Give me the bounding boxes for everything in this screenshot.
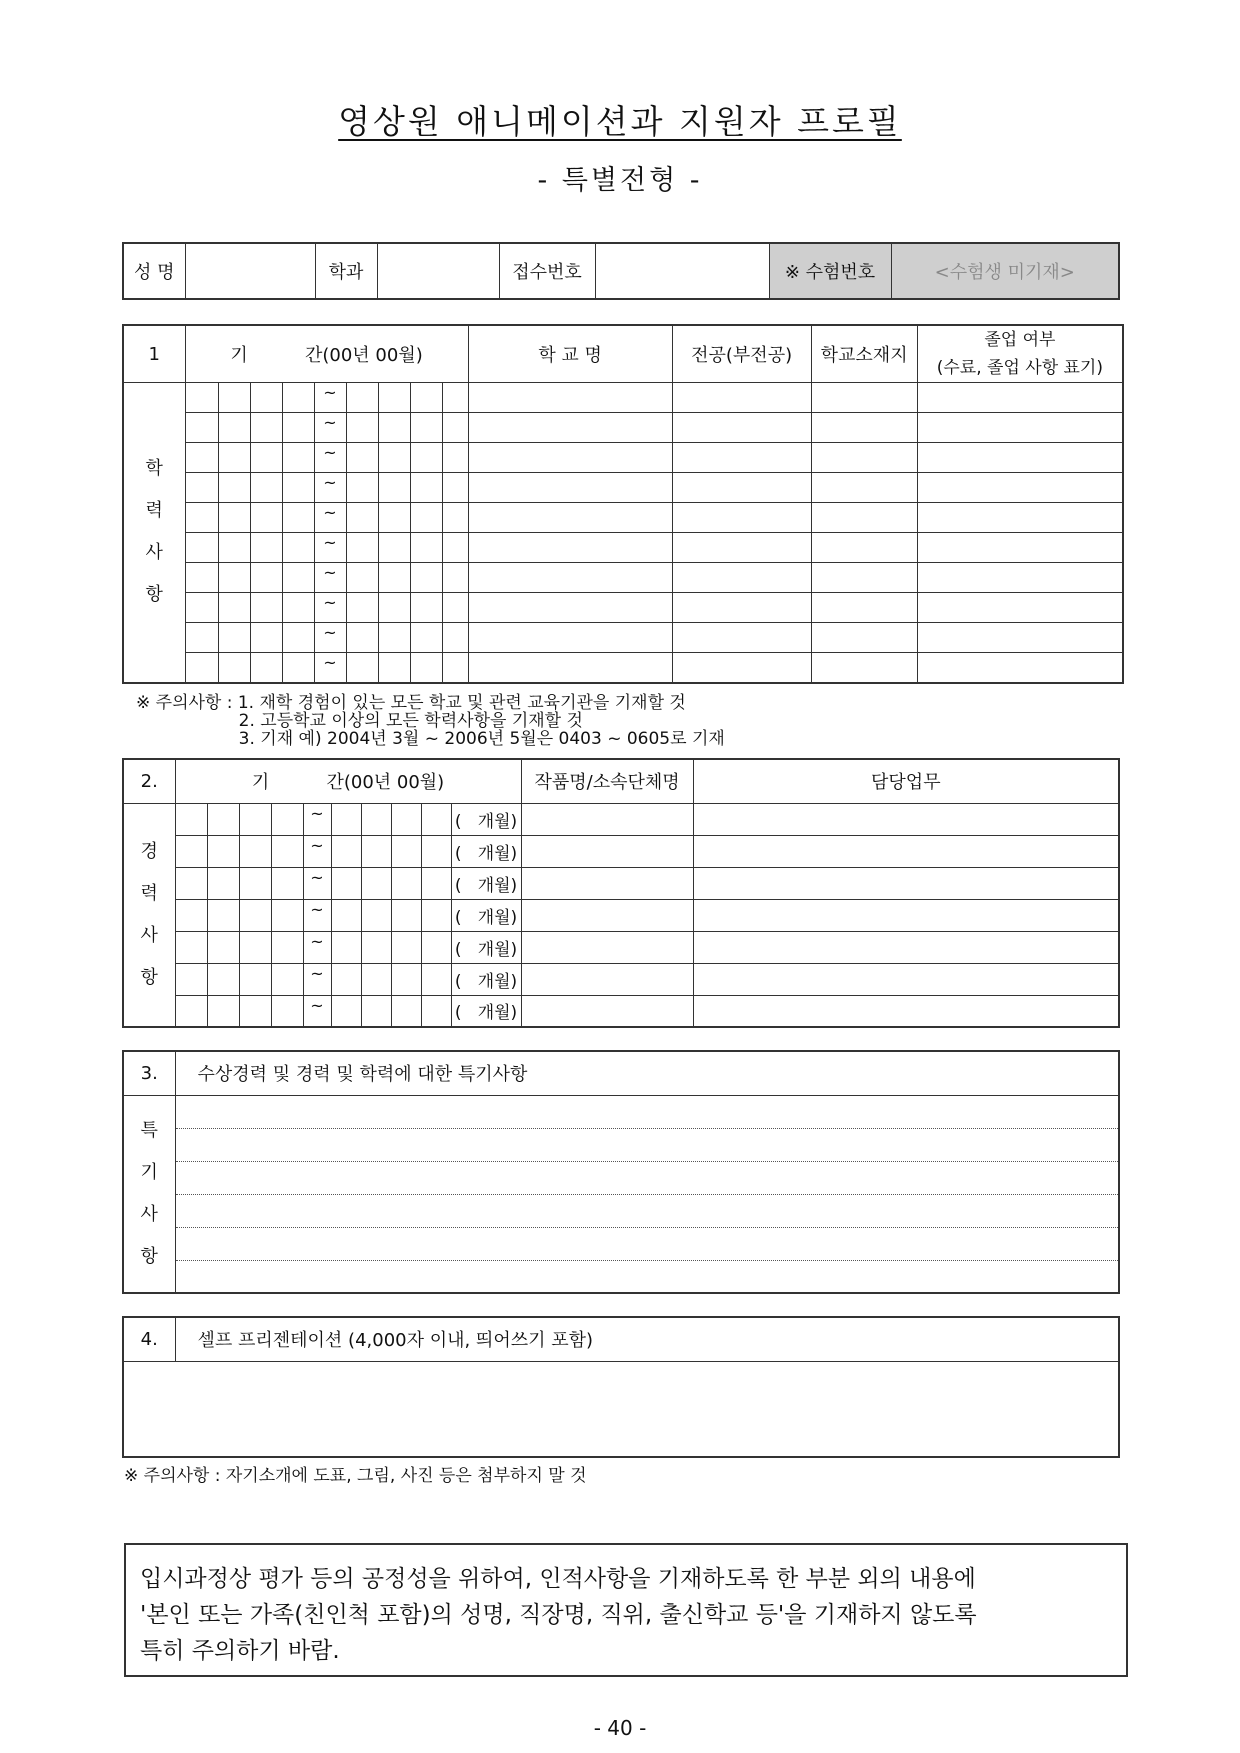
end-date-digit[interactable] — [378, 503, 410, 533]
applicant-info-table — [122, 242, 1120, 300]
start-date-digit[interactable] — [239, 963, 271, 995]
work-header: 작품명/소속단체명 — [521, 759, 693, 803]
start-date-digit[interactable] — [175, 931, 207, 963]
end-date-digit[interactable] — [421, 803, 451, 835]
end-date-digit[interactable] — [391, 867, 421, 899]
end-date-digit[interactable] — [442, 563, 468, 593]
end-date-digit[interactable] — [331, 995, 361, 1027]
end-date-digit[interactable] — [346, 383, 378, 413]
months-cell[interactable]: ( 개월) — [451, 867, 521, 899]
section-label-char: 항 — [140, 1245, 158, 1267]
start-date-digit[interactable] — [175, 867, 207, 899]
start-date-digit[interactable] — [271, 963, 303, 995]
section-label-char: 사 — [140, 924, 158, 946]
special-line-field[interactable] — [175, 1227, 1119, 1260]
duty-cell[interactable] — [693, 995, 1119, 1027]
end-date-digit[interactable] — [378, 563, 410, 593]
end-date-digit[interactable] — [378, 413, 410, 443]
location-cell[interactable] — [811, 563, 917, 593]
period-tilde: ~ — [303, 867, 331, 899]
end-date-digit[interactable] — [421, 963, 451, 995]
start-date-digit[interactable] — [282, 473, 314, 503]
months-cell[interactable]: ( 개월) — [451, 899, 521, 931]
start-date-digit[interactable] — [271, 803, 303, 835]
months-cell[interactable]: ( 개월) — [451, 963, 521, 995]
end-date-digit[interactable] — [410, 623, 442, 653]
end-date-digit[interactable] — [442, 473, 468, 503]
start-date-digit[interactable] — [239, 899, 271, 931]
start-date-digit[interactable] — [185, 473, 218, 503]
period-tilde: ~ — [314, 623, 346, 653]
start-date-digit[interactable] — [218, 473, 250, 503]
period-tilde: ~ — [314, 563, 346, 593]
graduation-header-line2: (수료, 졸업 사항 표기) — [936, 358, 1103, 378]
career-row — [123, 803, 1119, 835]
start-date-digit[interactable] — [207, 899, 239, 931]
school-name-cell[interactable] — [468, 623, 672, 653]
end-date-digit[interactable] — [378, 623, 410, 653]
graduation-cell[interactable] — [917, 503, 1123, 533]
start-date-digit[interactable] — [218, 383, 250, 413]
period-tilde: ~ — [303, 995, 331, 1027]
presentation-num: 4. — [123, 1317, 175, 1361]
start-date-digit[interactable] — [218, 593, 250, 623]
months-cell[interactable]: ( 개월) — [451, 931, 521, 963]
career-row — [123, 995, 1119, 1027]
special-num: 3. — [123, 1051, 175, 1095]
name-label: 성 명 — [123, 243, 185, 299]
graduation-cell[interactable] — [917, 413, 1123, 443]
end-date-digit[interactable] — [410, 503, 442, 533]
section-label-char: 경 — [140, 840, 158, 862]
start-date-digit[interactable] — [282, 623, 314, 653]
major-header: 전공(부전공) — [672, 325, 811, 383]
end-date-digit[interactable] — [391, 899, 421, 931]
notice-box — [124, 1543, 1128, 1677]
start-date-digit[interactable] — [218, 653, 250, 683]
end-date-digit[interactable] — [391, 803, 421, 835]
start-date-digit[interactable] — [207, 835, 239, 867]
end-date-digit[interactable] — [361, 931, 391, 963]
end-date-digit[interactable] — [378, 383, 410, 413]
special-row — [123, 1095, 1119, 1128]
start-date-digit[interactable] — [250, 443, 282, 473]
school-name-cell[interactable] — [468, 563, 672, 593]
duty-cell[interactable] — [693, 867, 1119, 899]
start-date-digit[interactable] — [239, 867, 271, 899]
career-period-header: 기 간(00년 00월) — [175, 759, 521, 803]
start-date-digit[interactable] — [175, 835, 207, 867]
end-date-digit[interactable] — [421, 899, 451, 931]
start-date-digit[interactable] — [185, 383, 218, 413]
section-label-char: 항 — [140, 966, 158, 988]
school-name-cell[interactable] — [468, 653, 672, 683]
graduation-cell[interactable] — [917, 563, 1123, 593]
education-row — [123, 593, 1123, 623]
start-date-digit[interactable] — [207, 931, 239, 963]
end-date-digit[interactable] — [378, 653, 410, 683]
start-date-digit[interactable] — [175, 963, 207, 995]
period-tilde: ~ — [314, 413, 346, 443]
end-date-digit[interactable] — [410, 413, 442, 443]
end-date-digit[interactable] — [442, 593, 468, 623]
end-date-digit[interactable] — [346, 593, 378, 623]
school-name-cell[interactable] — [468, 593, 672, 623]
start-date-digit[interactable] — [271, 899, 303, 931]
end-date-digit[interactable] — [391, 995, 421, 1027]
special-line-field[interactable] — [175, 1128, 1119, 1161]
start-date-digit[interactable] — [175, 995, 207, 1027]
major-cell[interactable] — [672, 473, 811, 503]
presentation-field[interactable] — [123, 1361, 1119, 1457]
period-tilde: ~ — [314, 653, 346, 683]
start-date-digit[interactable] — [218, 443, 250, 473]
end-date-digit[interactable] — [331, 803, 361, 835]
start-date-digit[interactable] — [271, 995, 303, 1027]
end-date-digit[interactable] — [361, 803, 391, 835]
period-tilde: ~ — [303, 899, 331, 931]
section-label-char: 력 — [145, 500, 163, 522]
career-num: 2. — [123, 759, 175, 803]
education-row — [123, 653, 1123, 683]
period-tilde: ~ — [303, 803, 331, 835]
education-notes: ※ 주의사항 : 1. 재학 경험이 있는 모든 학교 및 관련 교육기관을 기재할 것 2. 고등학교 이상의 모든 학력사항을 기재할 것 3. 기재 예) 2004년 3월 ~ 2006년 5월은 0403 ~ 0605로 기재 — [136, 693, 725, 749]
start-date-digit[interactable] — [185, 533, 218, 563]
end-date-digit[interactable] — [331, 931, 361, 963]
months-cell[interactable]: ( 개월) — [451, 803, 521, 835]
section-label-char: 특 — [140, 1119, 158, 1141]
major-cell[interactable] — [672, 563, 811, 593]
start-date-digit[interactable] — [271, 835, 303, 867]
duty-cell[interactable] — [693, 963, 1119, 995]
duty-cell[interactable] — [693, 899, 1119, 931]
education-row — [123, 383, 1123, 413]
start-date-digit[interactable] — [282, 653, 314, 683]
graduation-cell[interactable] — [917, 593, 1123, 623]
major-cell[interactable] — [672, 653, 811, 683]
period-tilde: ~ — [303, 835, 331, 867]
duty-cell[interactable] — [693, 835, 1119, 867]
end-date-digit[interactable] — [378, 593, 410, 623]
end-date-digit[interactable] — [442, 533, 468, 563]
start-date-digit[interactable] — [185, 653, 218, 683]
section-label-char: 기 — [140, 1161, 158, 1183]
work-cell[interactable] — [521, 995, 693, 1027]
start-date-digit[interactable] — [250, 623, 282, 653]
section-label-char: 사 — [145, 542, 163, 564]
receipt-label: 접수번호 — [499, 243, 595, 299]
end-date-digit[interactable] — [331, 899, 361, 931]
duty-cell[interactable] — [693, 803, 1119, 835]
location-cell[interactable] — [811, 383, 917, 413]
end-date-digit[interactable] — [410, 473, 442, 503]
location-cell[interactable] — [811, 653, 917, 683]
start-date-digit[interactable] — [207, 963, 239, 995]
end-date-digit[interactable] — [346, 653, 378, 683]
section-label-char: 항 — [145, 584, 163, 606]
period-tilde: ~ — [314, 473, 346, 503]
start-date-digit[interactable] — [250, 383, 282, 413]
end-date-digit[interactable] — [410, 383, 442, 413]
end-date-digit[interactable] — [378, 443, 410, 473]
start-date-digit[interactable] — [282, 503, 314, 533]
section-label-char: 사 — [140, 1203, 158, 1225]
graduation-cell[interactable] — [917, 383, 1123, 413]
duty-header: 담당업무 — [693, 759, 1119, 803]
presentation-header: 셀프 프리젠테이션 (4,000자 이내, 띄어쓰기 포함) — [175, 1317, 1119, 1361]
end-date-digit[interactable] — [346, 473, 378, 503]
education-table — [122, 324, 1124, 684]
graduation-cell[interactable] — [917, 473, 1123, 503]
end-date-digit[interactable] — [421, 867, 451, 899]
end-date-digit[interactable] — [378, 533, 410, 563]
end-date-digit[interactable] — [331, 835, 361, 867]
school-name-cell[interactable] — [468, 533, 672, 563]
special-header: 수상경력 및 경력 및 학력에 대한 특기사항 — [175, 1051, 1119, 1095]
graduation-cell[interactable] — [917, 533, 1123, 563]
education-row — [123, 503, 1123, 533]
location-cell[interactable] — [811, 413, 917, 443]
location-cell[interactable] — [811, 443, 917, 473]
page-number: - 40 - — [593, 1716, 647, 1740]
presentation-table — [122, 1316, 1120, 1458]
start-date-digit[interactable] — [207, 867, 239, 899]
major-cell[interactable] — [672, 533, 811, 563]
school-name-cell[interactable] — [468, 413, 672, 443]
start-date-digit[interactable] — [271, 931, 303, 963]
special-line-field[interactable] — [175, 1260, 1119, 1293]
start-date-digit[interactable] — [282, 533, 314, 563]
period-tilde: ~ — [314, 593, 346, 623]
period-tilde: ~ — [314, 443, 346, 473]
career-row — [123, 835, 1119, 867]
graduation-cell[interactable] — [917, 653, 1123, 683]
start-date-digit[interactable] — [271, 867, 303, 899]
graduation-cell[interactable] — [917, 443, 1123, 473]
career-section-label — [123, 803, 175, 1027]
notice-line3: 특히 주의하기 바람. — [140, 1638, 340, 1664]
start-date-digit[interactable] — [185, 623, 218, 653]
special-section-label — [123, 1095, 175, 1293]
major-cell[interactable] — [672, 383, 811, 413]
end-date-digit[interactable] — [410, 593, 442, 623]
education-num: 1 — [123, 325, 185, 383]
location-cell[interactable] — [811, 623, 917, 653]
special-line-field[interactable] — [175, 1161, 1119, 1194]
start-date-digit[interactable] — [282, 383, 314, 413]
end-date-digit[interactable] — [346, 533, 378, 563]
school-name-cell[interactable] — [468, 503, 672, 533]
end-date-digit[interactable] — [442, 623, 468, 653]
end-date-digit[interactable] — [442, 653, 468, 683]
start-date-digit[interactable] — [175, 899, 207, 931]
work-cell[interactable] — [521, 803, 693, 835]
start-date-digit[interactable] — [218, 413, 250, 443]
notice-line2: '본인 또는 가족(친인척 포함)의 성명, 직장명, 직위, 출신학교 등'을 기재하지 않도록 — [140, 1602, 977, 1628]
graduation-cell[interactable] — [917, 623, 1123, 653]
start-date-digit[interactable] — [250, 473, 282, 503]
start-date-digit[interactable] — [239, 835, 271, 867]
exam-number-label: ※ 수험번호 — [769, 243, 891, 299]
major-cell[interactable] — [672, 623, 811, 653]
end-date-digit[interactable] — [391, 931, 421, 963]
end-date-digit[interactable] — [346, 623, 378, 653]
special-row — [123, 1161, 1119, 1194]
end-date-digit[interactable] — [442, 443, 468, 473]
exam-number-field: <수험생 미기재> — [891, 243, 1119, 299]
start-date-digit[interactable] — [239, 931, 271, 963]
end-date-digit[interactable] — [410, 443, 442, 473]
start-date-digit[interactable] — [185, 503, 218, 533]
special-row — [123, 1194, 1119, 1227]
education-row — [123, 473, 1123, 503]
start-date-digit[interactable] — [207, 995, 239, 1027]
end-date-digit[interactable] — [421, 995, 451, 1027]
period-tilde: ~ — [303, 931, 331, 963]
start-date-digit[interactable] — [250, 653, 282, 683]
end-date-digit[interactable] — [361, 899, 391, 931]
work-cell[interactable] — [521, 963, 693, 995]
dept-label: 학과 — [315, 243, 377, 299]
start-date-digit[interactable] — [250, 533, 282, 563]
career-row — [123, 931, 1119, 963]
special-row — [123, 1260, 1119, 1293]
end-date-digit[interactable] — [346, 563, 378, 593]
special-table — [122, 1050, 1120, 1294]
end-date-digit[interactable] — [410, 563, 442, 593]
end-date-digit[interactable] — [346, 503, 378, 533]
location-cell[interactable] — [811, 503, 917, 533]
duty-cell[interactable] — [693, 931, 1119, 963]
end-date-digit[interactable] — [391, 835, 421, 867]
end-date-digit[interactable] — [410, 653, 442, 683]
graduation-header — [917, 325, 1123, 383]
months-cell[interactable]: ( 개월) — [451, 835, 521, 867]
location-cell[interactable] — [811, 533, 917, 563]
start-date-digit[interactable] — [185, 413, 218, 443]
location-cell[interactable] — [811, 593, 917, 623]
start-date-digit[interactable] — [250, 563, 282, 593]
special-line-field[interactable] — [175, 1095, 1119, 1128]
presentation-note: ※ 주의사항 : 자기소개에 도표, 그림, 사진 등은 첨부하지 말 것 — [124, 1466, 587, 1486]
career-row — [123, 867, 1119, 899]
notice-line1: 입시과정상 평가 등의 공정성을 위하여, 인적사항을 기재하도록 한 부분 외의 내용에 — [140, 1566, 976, 1592]
start-date-digit[interactable] — [218, 623, 250, 653]
career-row — [123, 899, 1119, 931]
end-date-digit[interactable] — [421, 931, 451, 963]
work-cell[interactable] — [521, 931, 693, 963]
school-name-cell[interactable] — [468, 473, 672, 503]
start-date-digit[interactable] — [218, 563, 250, 593]
work-cell[interactable] — [521, 867, 693, 899]
end-date-digit[interactable] — [361, 835, 391, 867]
major-cell[interactable] — [672, 593, 811, 623]
start-date-digit[interactable] — [185, 563, 218, 593]
career-table — [122, 758, 1120, 1028]
special-row — [123, 1227, 1119, 1260]
start-date-digit[interactable] — [282, 443, 314, 473]
start-date-digit[interactable] — [207, 803, 239, 835]
start-date-digit[interactable] — [185, 443, 218, 473]
period-tilde: ~ — [314, 503, 346, 533]
end-date-digit[interactable] — [421, 835, 451, 867]
start-date-digit[interactable] — [185, 593, 218, 623]
start-date-digit[interactable] — [239, 995, 271, 1027]
section-label-char: 력 — [140, 882, 158, 904]
start-date-digit[interactable] — [218, 503, 250, 533]
end-date-digit[interactable] — [410, 533, 442, 563]
education-row — [123, 623, 1123, 653]
start-date-digit[interactable] — [218, 533, 250, 563]
major-cell[interactable] — [672, 413, 811, 443]
special-line-field[interactable] — [175, 1194, 1119, 1227]
education-row — [123, 533, 1123, 563]
end-date-digit[interactable] — [442, 383, 468, 413]
end-date-digit[interactable] — [361, 995, 391, 1027]
education-row — [123, 443, 1123, 473]
end-date-digit[interactable] — [346, 413, 378, 443]
end-date-digit[interactable] — [442, 503, 468, 533]
end-date-digit[interactable] — [331, 867, 361, 899]
major-cell[interactable] — [672, 443, 811, 473]
end-date-digit[interactable] — [378, 473, 410, 503]
end-date-digit[interactable] — [331, 963, 361, 995]
work-cell[interactable] — [521, 899, 693, 931]
end-date-digit[interactable] — [361, 867, 391, 899]
work-cell[interactable] — [521, 835, 693, 867]
end-date-digit[interactable] — [442, 413, 468, 443]
education-row — [123, 563, 1123, 593]
period-tilde: ~ — [303, 963, 331, 995]
end-date-digit[interactable] — [361, 963, 391, 995]
name-field[interactable] — [185, 243, 315, 299]
start-date-digit[interactable] — [250, 503, 282, 533]
dept-field[interactable] — [377, 243, 499, 299]
months-cell[interactable]: ( 개월) — [451, 995, 521, 1027]
special-row — [123, 1128, 1119, 1161]
page-title: 영상원 애니메이션과 지원자 프로필 — [338, 102, 902, 141]
location-cell[interactable] — [811, 473, 917, 503]
education-row — [123, 413, 1123, 443]
school-name-cell[interactable] — [468, 443, 672, 473]
career-row — [123, 963, 1119, 995]
start-date-digit[interactable] — [250, 413, 282, 443]
section-label-char: 학 — [145, 458, 163, 480]
start-date-digit[interactable] — [282, 563, 314, 593]
end-date-digit[interactable] — [391, 963, 421, 995]
education-period-header: 기 간(00년 00월) — [185, 325, 468, 383]
page-subtitle: - 특별전형 - — [537, 165, 703, 196]
period-tilde: ~ — [314, 533, 346, 563]
graduation-header-line1: 졸업 여부 — [984, 330, 1056, 350]
start-date-digit[interactable] — [250, 593, 282, 623]
school-header: 학 교 명 — [468, 325, 672, 383]
start-date-digit[interactable] — [282, 593, 314, 623]
start-date-digit[interactable] — [282, 413, 314, 443]
education-section-label — [123, 383, 185, 683]
receipt-field[interactable] — [595, 243, 769, 299]
major-cell[interactable] — [672, 503, 811, 533]
location-header: 학교소재지 — [811, 325, 917, 383]
start-date-digit[interactable] — [239, 803, 271, 835]
school-name-cell[interactable] — [468, 383, 672, 413]
start-date-digit[interactable] — [175, 803, 207, 835]
end-date-digit[interactable] — [346, 443, 378, 473]
period-tilde: ~ — [314, 383, 346, 413]
